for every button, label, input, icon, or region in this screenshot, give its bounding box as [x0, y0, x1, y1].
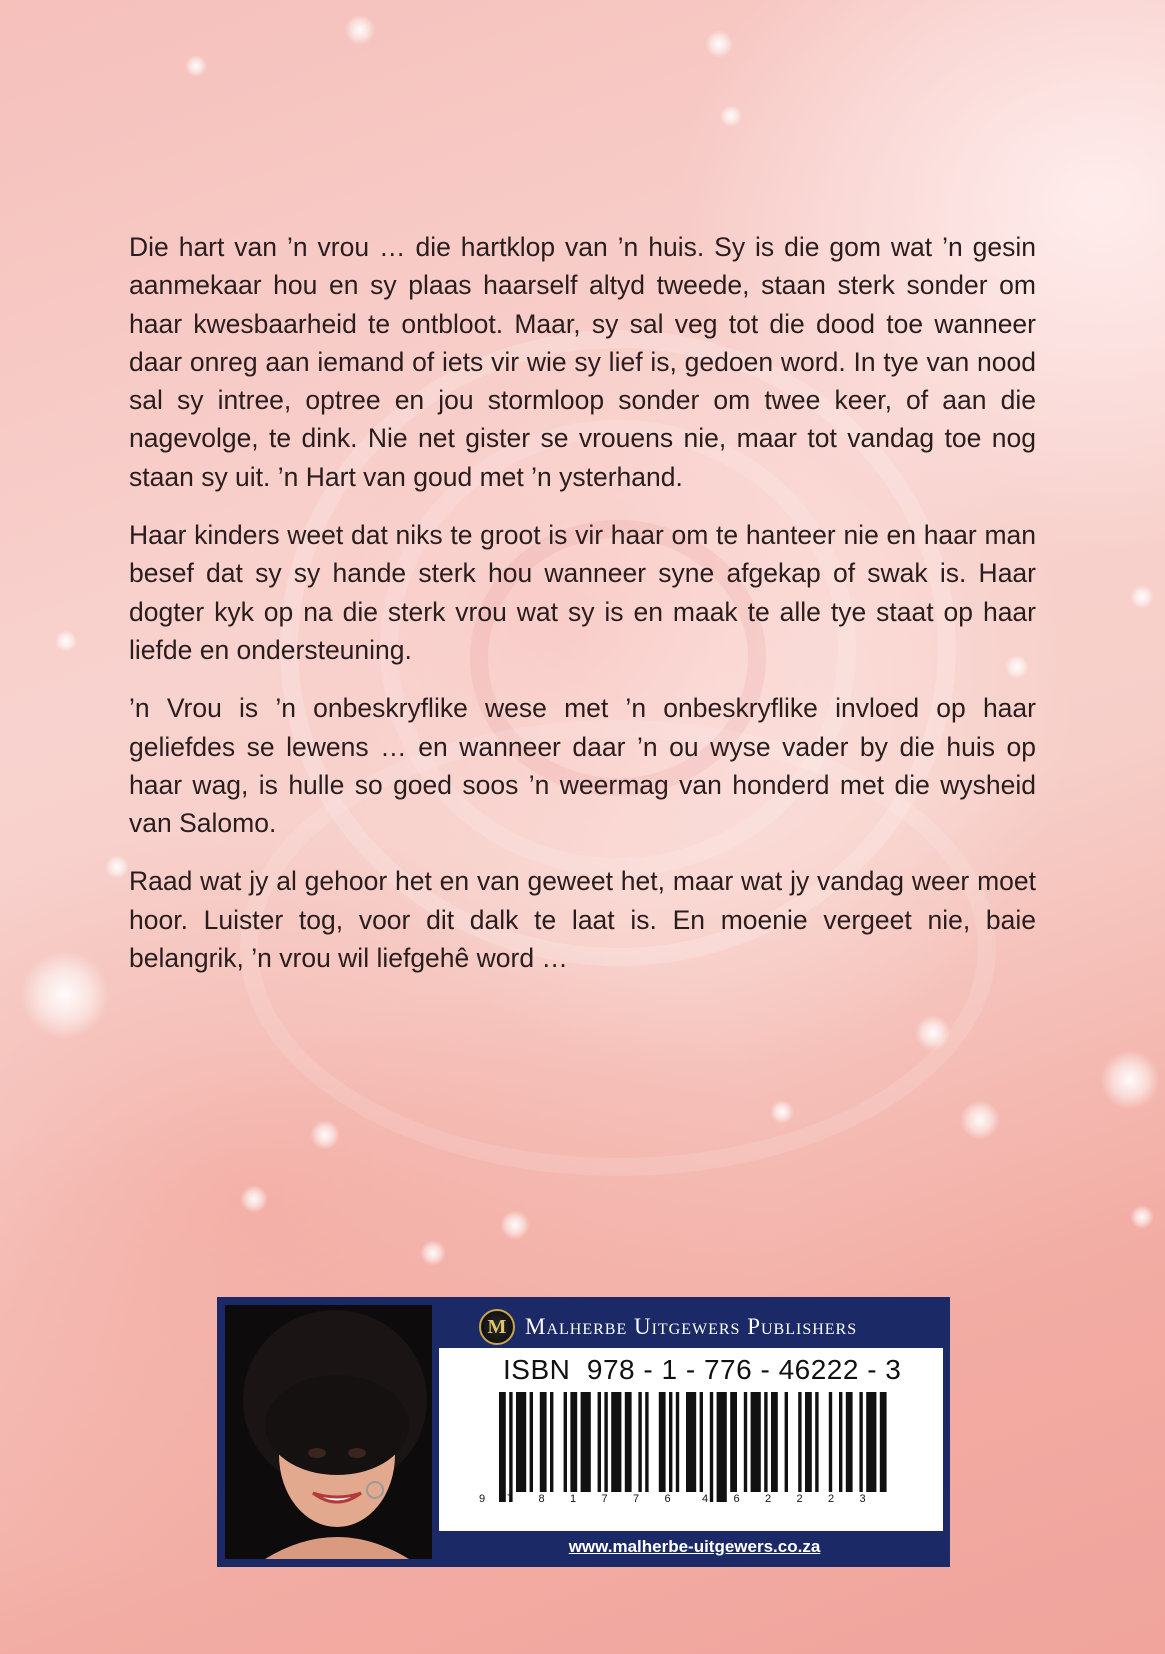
blurb-paragraph: ’n Vrou is ’n onbeskryflike wese met ’n onbeskryflike invloed op haar geliefdes se lewens … en wanneer daar ’n ou wyse vader by die huis op haar wag, is hulle so goed soos ’n weermag van honderd met die wysheid van Salomo.	[129, 693, 1036, 839]
barcode-bar	[509, 1392, 512, 1502]
barcode-digit: 7	[507, 1493, 514, 1505]
barcode-bar	[700, 1392, 703, 1492]
barcode-bar	[829, 1392, 832, 1492]
author-photo	[225, 1305, 432, 1559]
barcode-digit: 4	[702, 1493, 709, 1505]
barcode-digit: 7	[633, 1493, 640, 1505]
barcode-digit: 6	[664, 1493, 671, 1505]
barcode-digit: 2	[796, 1493, 803, 1505]
barcode-bar	[798, 1392, 801, 1492]
barcode-bar	[764, 1392, 767, 1492]
barcode-bar	[598, 1392, 601, 1492]
barcode-bar	[638, 1392, 641, 1492]
barcode-bar	[676, 1392, 679, 1492]
barcode-bar	[686, 1392, 696, 1492]
barcode-bars	[499, 1392, 887, 1502]
publisher-logo: M	[479, 1309, 515, 1345]
publisher-website-link[interactable]: www.malherbe-uitgewers.co.za	[568, 1537, 821, 1556]
barcode-bar	[771, 1392, 778, 1492]
barcode-bar	[570, 1392, 577, 1492]
barcode-digit: 3	[859, 1493, 866, 1505]
barcode-digit: 1	[570, 1493, 577, 1505]
blurb-paragraph: Raad wat jy al gehoor het en van geweet het, maar wat jy vandag weer moet hoor. Luister tog, voor dit dalk te laat is. En moenie vergeet nie, baie belangrik, ’n vrou wil liefgehê word …	[129, 866, 1036, 974]
publisher-header	[479, 1309, 857, 1345]
publisher-panel	[217, 1297, 950, 1567]
barcode-bar	[669, 1392, 672, 1492]
barcode-bar	[859, 1392, 862, 1492]
barcode-bar	[581, 1392, 591, 1492]
isbn-barcode-box	[439, 1348, 943, 1531]
barcode-bar	[839, 1392, 842, 1492]
barcode-digit: 2	[828, 1493, 835, 1505]
barcode-digit: 6	[733, 1493, 740, 1505]
barcode-bar	[880, 1392, 887, 1492]
barcode-bar	[730, 1392, 737, 1492]
barcode-bar	[805, 1392, 812, 1492]
barcode-bar	[751, 1392, 761, 1492]
barcode-bar	[499, 1392, 506, 1502]
barcode-bar	[785, 1392, 788, 1492]
barcode-bar	[710, 1392, 713, 1502]
barcode-digit: 7	[601, 1493, 608, 1505]
barcode-bar	[645, 1392, 648, 1492]
barcode-bar	[744, 1392, 747, 1492]
barcode-bar	[604, 1392, 607, 1492]
barcode-bar	[625, 1392, 632, 1492]
barcode-bar	[611, 1392, 621, 1492]
barcode-bar	[717, 1392, 727, 1502]
barcode-bar	[564, 1392, 567, 1492]
barcode-bar	[815, 1392, 818, 1492]
barcode-bar	[659, 1392, 666, 1492]
barcode-digits	[479, 1493, 866, 1505]
barcode-digit: 9	[479, 1493, 486, 1505]
back-cover-blurb	[129, 228, 1036, 997]
barcode	[477, 1390, 917, 1524]
publisher-name: Malherbe Uitgewers Publishers	[525, 1314, 858, 1339]
barcode-digit: 8	[538, 1493, 545, 1505]
barcode-bar	[846, 1392, 853, 1492]
barcode-bar	[866, 1392, 876, 1492]
barcode-bar	[516, 1392, 526, 1492]
blurb-paragraph: Die hart van ’n vrou … die hartklop van ’n huis. Sy is die gom wat ’n gesin aanmekaar hou en sy plaas haarself altyd tweede, staan sterk sonder om haar kwesbaarheid te ontbloot. Maar, sy sal veg tot die dood toe wanneer daar onreg aan iemand of iets vir wie sy lief is, gedoen word. In tye van nood sal sy intree, optree en jou stormloop sonder om twee keer, of aan die nagevolge, te dink. Nie net gister se vrouens nie, maar tot vandag toe nog staan sy uit. ’n Hart van goud met ’n ysterhand.	[129, 232, 1036, 492]
author-portrait-icon	[225, 1305, 432, 1559]
barcode-bar	[530, 1392, 533, 1492]
isbn-label: ISBN 978 - 1 - 776 - 46222 - 3	[503, 1354, 902, 1385]
barcode-bar	[550, 1392, 553, 1492]
blurb-paragraph: Haar kinders weet dat niks te groot is vir haar om te hanteer nie en haar man besef dat sy sy hande sterk hou wanneer syne afgekap of swak is. Haar dogter kyk op na die sterk vrou wat sy is en maak te alle tye staat op haar liefde en ondersteuning.	[129, 520, 1036, 665]
barcode-bar	[540, 1392, 547, 1492]
barcode-digit: 2	[765, 1493, 772, 1505]
